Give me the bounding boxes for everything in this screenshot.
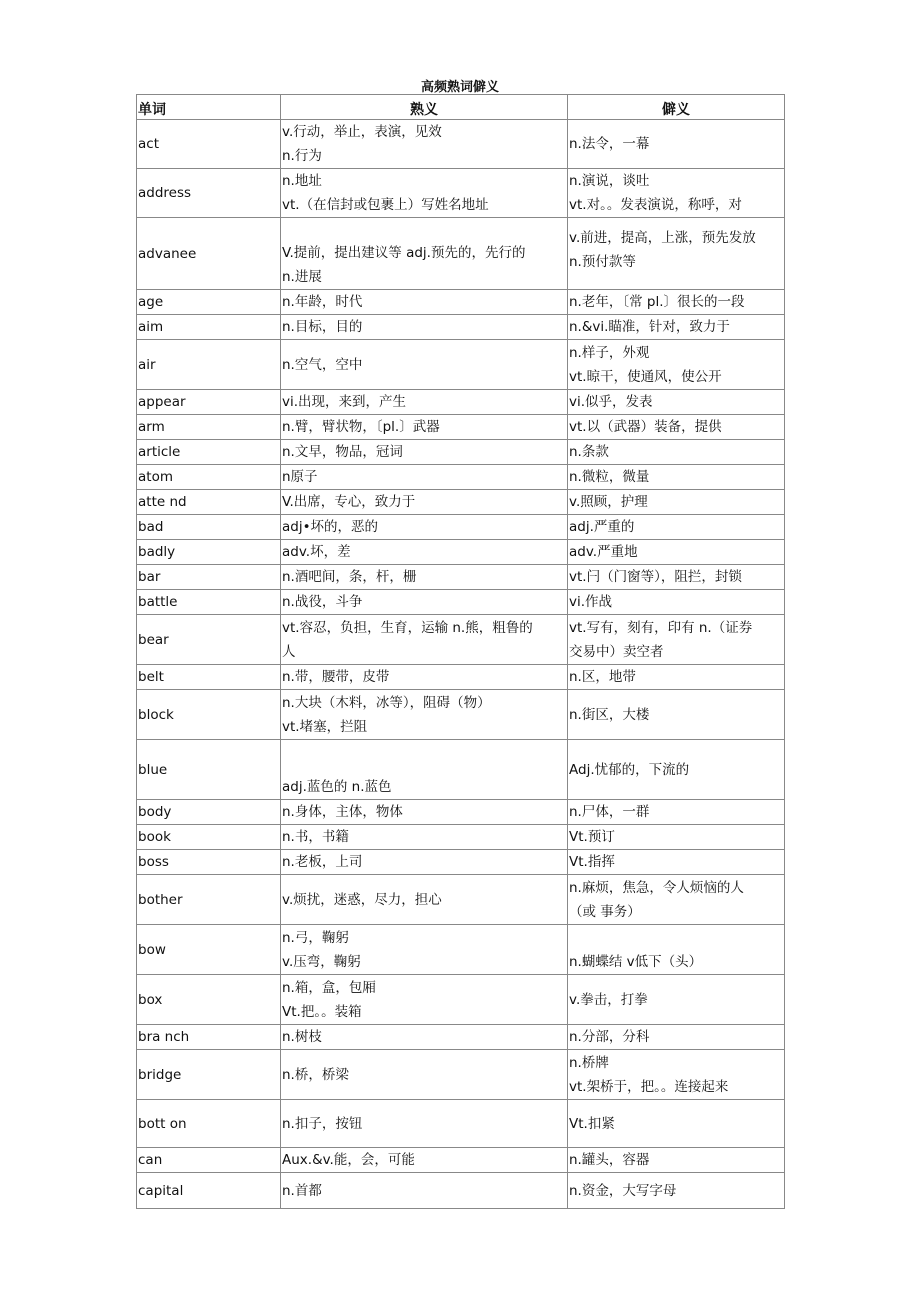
common-meaning-cell: [281, 390, 568, 415]
rare-meaning-cell: [568, 1148, 785, 1173]
common-meaning-line: n.老板，上司: [282, 854, 363, 870]
rare-meaning-cell: [568, 340, 785, 390]
common-meaning-line: v.压弯，鞠躬: [282, 953, 361, 970]
common-meaning-line: vi.出现，来到，产生: [282, 394, 407, 410]
word-cell: atom: [137, 465, 281, 490]
table-row: [137, 515, 785, 540]
common-meaning-cell: [281, 1173, 568, 1209]
common-meaning-line: 人: [282, 643, 296, 660]
table-row: [137, 800, 785, 825]
common-meaning-line: adj.蓝色的 n.蓝色: [282, 779, 392, 795]
vocabulary-table: [136, 94, 785, 1209]
rare-meaning-cell: [568, 1050, 785, 1100]
word-cell: arm: [137, 415, 281, 440]
common-meaning-line: n.桥，桥梁: [282, 1066, 349, 1083]
rare-meaning-line: vt.闩（门窗等），阻拦，封锁: [569, 569, 742, 585]
table-row: [137, 850, 785, 875]
rare-meaning-line: vt.晾干，使通风，使公开: [569, 368, 722, 385]
common-meaning-line: Vt.把。。装箱: [282, 1003, 362, 1020]
rare-meaning-cell: [568, 515, 785, 540]
table-row: [137, 340, 785, 390]
word-cell: box: [137, 975, 281, 1025]
common-meaning-cell: [281, 665, 568, 690]
word-cell: air: [137, 340, 281, 390]
common-meaning-line: V.提前，提出建议等 adj.预先的，先行的: [282, 245, 526, 261]
rare-meaning-cell: [568, 825, 785, 850]
common-meaning-line: n.大块（木料，冰等），阻碍（物）: [282, 694, 491, 711]
word-cell: book: [137, 825, 281, 850]
rare-meaning-cell: [568, 169, 785, 218]
rare-meaning-line: adv.严重地: [569, 544, 638, 560]
word-cell: boss: [137, 850, 281, 875]
common-meaning-line: adj•坏的，恶的: [282, 519, 379, 535]
table-row: [137, 218, 785, 290]
common-meaning-line: adv.坏，差: [282, 544, 351, 560]
rare-meaning-line: n.样子，外观: [569, 344, 650, 361]
rare-meaning-cell: [568, 1100, 785, 1148]
common-meaning-cell: [281, 490, 568, 515]
rare-meaning-cell: [568, 690, 785, 740]
rare-meaning-cell: [568, 540, 785, 565]
common-meaning-line: vt.容忍，负担，生育，运输 n.熊，粗鲁的: [282, 619, 533, 636]
common-meaning-cell: [281, 565, 568, 590]
table-row: [137, 415, 785, 440]
word-cell: battle: [137, 590, 281, 615]
rare-meaning-cell: [568, 315, 785, 340]
rare-meaning-line: vt.架桥于，把。。连接起来: [569, 1078, 729, 1095]
common-meaning-cell: [281, 120, 568, 169]
common-meaning-cell: [281, 1025, 568, 1050]
common-meaning-cell: [281, 415, 568, 440]
table-row: [137, 390, 785, 415]
common-meaning-cell: [281, 825, 568, 850]
rare-meaning-cell: [568, 1025, 785, 1050]
rare-meaning-line: n.&vi.瞄准，针对，致力于: [569, 319, 730, 335]
common-meaning-line: n.酒吧间，条，杆，栅: [282, 569, 417, 585]
common-meaning-line: n.首都: [282, 1182, 322, 1199]
common-meaning-line: n.臂，臂状物，〔pl.〕武器: [282, 419, 440, 435]
common-meaning-line: V.出席，专心，致力于: [282, 494, 416, 510]
table-row: [137, 490, 785, 515]
rare-meaning-line: v.前进，提高，上涨，预先发放: [569, 230, 756, 246]
common-meaning-cell: [281, 515, 568, 540]
table-row: [137, 740, 785, 800]
common-meaning-line: n.弓，鞠躬: [282, 929, 349, 946]
common-meaning-cell: [281, 875, 568, 925]
table-row: [137, 1100, 785, 1148]
common-meaning-cell: [281, 440, 568, 465]
table-row: [137, 1025, 785, 1050]
common-meaning-line: n.地址: [282, 173, 322, 189]
word-cell: body: [137, 800, 281, 825]
common-meaning-cell: [281, 290, 568, 315]
rare-meaning-line: n.麻烦，焦急，令人烦恼的人: [569, 879, 744, 896]
common-meaning-cell: [281, 1050, 568, 1100]
common-meaning-line: vt.堵塞，拦阻: [282, 718, 368, 735]
rare-meaning-cell: [568, 218, 785, 290]
common-meaning-cell: [281, 169, 568, 218]
rare-meaning-line: adj.严重的: [569, 519, 635, 535]
rare-meaning-line: n.预付款等: [569, 254, 636, 270]
rare-meaning-line: n.罐头，容器: [569, 1152, 650, 1168]
rare-meaning-cell: [568, 440, 785, 465]
common-meaning-cell: [281, 340, 568, 390]
word-cell: act: [137, 120, 281, 169]
common-meaning-line: n.空气，空中: [282, 356, 363, 373]
common-meaning-line: v.烦扰，迷惑，尽力，担心: [282, 891, 442, 908]
common-meaning-line: n.文早，物品，冠词: [282, 444, 403, 460]
rare-meaning-line: n.演说，谈吐: [569, 173, 650, 189]
word-cell: bow: [137, 925, 281, 975]
common-meaning-cell: [281, 925, 568, 975]
rare-meaning-cell: [568, 875, 785, 925]
word-cell: appear: [137, 390, 281, 415]
table-row: [137, 120, 785, 169]
word-cell: aim: [137, 315, 281, 340]
rare-meaning-cell: [568, 800, 785, 825]
rare-meaning-cell: [568, 925, 785, 975]
table-row: [137, 975, 785, 1025]
common-meaning-line: n.身体，主体，物体: [282, 804, 403, 820]
table-row: [137, 590, 785, 615]
word-cell: block: [137, 690, 281, 740]
rare-meaning-line: vi.似乎，发表: [569, 394, 653, 410]
common-meaning-cell: [281, 590, 568, 615]
common-meaning-cell: [281, 615, 568, 665]
rare-meaning-line: n.桥牌: [569, 1054, 609, 1071]
common-meaning-line: n.箱，盒，包厢: [282, 979, 376, 996]
rare-meaning-cell: [568, 740, 785, 800]
rare-meaning-line: n.区，地带: [569, 669, 636, 685]
rare-meaning-cell: [568, 850, 785, 875]
table-row: [137, 440, 785, 465]
rare-meaning-line: v.拳击，打拳: [569, 991, 648, 1008]
word-cell: address: [137, 169, 281, 218]
header-rare-meaning: 僻义: [568, 95, 785, 120]
rare-meaning-cell: [568, 490, 785, 515]
word-cell: atte nd: [137, 490, 281, 515]
rare-meaning-line: （或 事务）: [569, 903, 641, 920]
common-meaning-cell: [281, 1100, 568, 1148]
table-row: [137, 1050, 785, 1100]
header-common-meaning: 熟义: [281, 95, 568, 120]
rare-meaning-cell: [568, 665, 785, 690]
rare-meaning-cell: [568, 290, 785, 315]
common-meaning-cell: [281, 540, 568, 565]
rare-meaning-cell: [568, 975, 785, 1025]
page-title: 高频熟词僻义: [420, 80, 499, 95]
common-meaning-line: n.战役，斗争: [282, 594, 363, 610]
rare-meaning-cell: [568, 390, 785, 415]
table-row: [137, 925, 785, 975]
common-meaning-line: n.目标，目的: [282, 319, 363, 335]
word-cell: advanee: [137, 218, 281, 290]
rare-meaning-line: n.尸体，一群: [569, 804, 650, 820]
table-row: [137, 825, 785, 850]
word-cell: blue: [137, 740, 281, 800]
common-meaning-cell: [281, 218, 568, 290]
rare-meaning-cell: [568, 1173, 785, 1209]
table-row: [137, 315, 785, 340]
rare-meaning-line: n.资金，大写字母: [569, 1182, 677, 1199]
rare-meaning-line: vt.写有，刻有，印有 n.（证券: [569, 619, 753, 636]
word-cell: age: [137, 290, 281, 315]
word-cell: badly: [137, 540, 281, 565]
word-cell: can: [137, 1148, 281, 1173]
word-cell: bar: [137, 565, 281, 590]
common-meaning-line: vt.（在信封或包裹上）写姓名地址: [282, 197, 489, 213]
table-header-row: [137, 95, 785, 120]
common-meaning-line: n.带，腰带，皮带: [282, 669, 390, 685]
rare-meaning-cell: [568, 415, 785, 440]
rare-meaning-line: n.蝴蝶结 v低下（头）: [569, 954, 703, 970]
common-meaning-cell: [281, 1148, 568, 1173]
rare-meaning-line: Vt.扣紧: [569, 1115, 615, 1132]
rare-meaning-line: n.条款: [569, 444, 609, 460]
table-row: [137, 665, 785, 690]
common-meaning-line: n.树枝: [282, 1029, 322, 1045]
table-row: [137, 690, 785, 740]
rare-meaning-cell: [568, 120, 785, 169]
common-meaning-line: v.行动，举止，表演，见效: [282, 124, 442, 140]
rare-meaning-cell: [568, 615, 785, 665]
rare-meaning-line: vt.对。。发表演说，称呼，对: [569, 197, 742, 213]
table-row: [137, 465, 785, 490]
table-row: [137, 1148, 785, 1173]
word-cell: bott on: [137, 1100, 281, 1148]
rare-meaning-line: vi.作战: [569, 594, 613, 610]
common-meaning-cell: [281, 850, 568, 875]
word-cell: bad: [137, 515, 281, 540]
common-meaning-line: n.年龄，时代: [282, 294, 363, 310]
common-meaning-line: n.进展: [282, 269, 322, 285]
rare-meaning-line: n.法令，一幕: [569, 136, 650, 152]
table-row: [137, 540, 785, 565]
rare-meaning-line: 交易中）卖空者: [569, 643, 664, 660]
word-cell: bra nch: [137, 1025, 281, 1050]
common-meaning-line: n.行为: [282, 148, 322, 164]
rare-meaning-line: n.老年，〔常 pl.〕很长的一段: [569, 294, 745, 310]
common-meaning-cell: [281, 800, 568, 825]
rare-meaning-line: n.街区，大楼: [569, 706, 650, 723]
common-meaning-cell: [281, 740, 568, 800]
table-row: [137, 875, 785, 925]
rare-meaning-line: n.微粒，微量: [569, 469, 650, 485]
word-cell: article: [137, 440, 281, 465]
common-meaning-line: n.扣子，按钮: [282, 1115, 363, 1132]
table-row: [137, 615, 785, 665]
common-meaning-cell: [281, 315, 568, 340]
common-meaning-line: n原子: [282, 469, 318, 485]
rare-meaning-cell: [568, 565, 785, 590]
header-word: 单词: [137, 95, 281, 120]
table-row: [137, 1173, 785, 1209]
word-cell: bother: [137, 875, 281, 925]
rare-meaning-line: Vt.指挥: [569, 854, 615, 870]
word-cell: belt: [137, 665, 281, 690]
common-meaning-cell: [281, 975, 568, 1025]
rare-meaning-line: Vt.预订: [569, 829, 615, 845]
rare-meaning-cell: [568, 590, 785, 615]
table-row: [137, 290, 785, 315]
rare-meaning-line: vt.以（武器）装备，提供: [569, 419, 722, 435]
rare-meaning-line: v.照顾，护理: [569, 494, 648, 510]
common-meaning-cell: [281, 465, 568, 490]
common-meaning-line: n.书，书籍: [282, 829, 349, 845]
common-meaning-cell: [281, 690, 568, 740]
word-cell: capital: [137, 1173, 281, 1209]
common-meaning-line: Aux.&v.能，会，可能: [282, 1152, 415, 1168]
rare-meaning-line: n.分部，分科: [569, 1029, 650, 1045]
word-cell: bridge: [137, 1050, 281, 1100]
rare-meaning-line: Adj.忧郁的，下流的: [569, 761, 690, 778]
table-row: [137, 169, 785, 218]
rare-meaning-cell: [568, 465, 785, 490]
table-row: [137, 565, 785, 590]
word-cell: bear: [137, 615, 281, 665]
